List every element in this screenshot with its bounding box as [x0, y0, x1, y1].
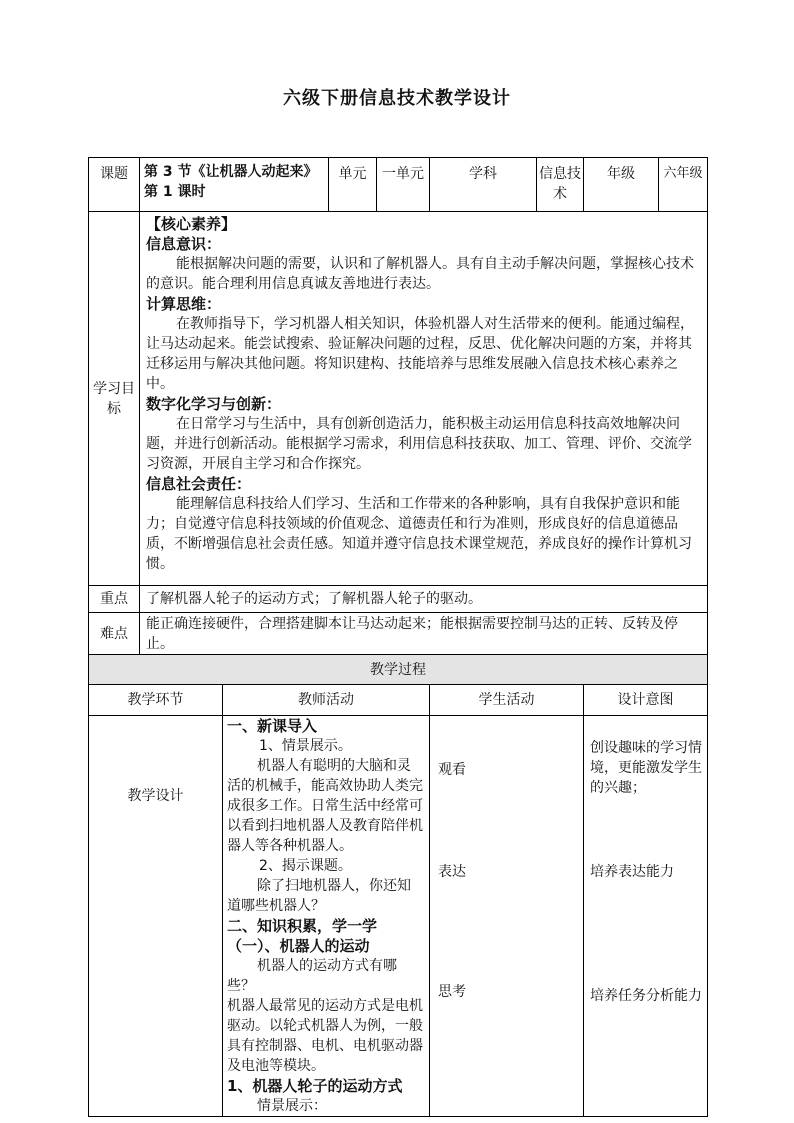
topic-line2: 第 1 课时	[144, 184, 206, 200]
grade-value: 六年级	[659, 158, 708, 212]
intent-1: 创设趣味的学习情境，更能激发学生的兴趣；	[590, 740, 702, 796]
student-express: 表达	[438, 864, 466, 880]
design-intent	[584, 716, 708, 1117]
t-section-2: 二、知识积累，学一学	[227, 917, 378, 935]
t-text-4: 情景展示：	[257, 1098, 327, 1114]
key-points-label: 重点	[89, 586, 140, 613]
t-text-2: 除了扫地机器人，你还知道哪些机器人？	[227, 878, 411, 914]
topic-line1: 第 3 节《让机器人动起来》	[144, 164, 318, 180]
t-text-3: 机器人最常见的运动方式是电机驱动。以轮式机器人为例，一般具有控制器、电机、电机驱动器及电池等模块。	[227, 998, 423, 1074]
difficulties-label: 难点	[89, 613, 140, 655]
goal-4-text: 能理解信息科技给人们学习、生活和工作带来的各种影响，具有自我保护意识和能力；自觉遵守信息科技领域的价值观念、道德责任和行为准则，形成良好的信息道德品质，不断增强信息社会责任感。知道并遵守信息技术课堂规范，养成良好的操作计算机习惯。	[146, 496, 692, 572]
goals-label-text: 学习目标	[93, 380, 135, 417]
student-observe: 观看	[438, 762, 466, 778]
col-student-header: 学生活动	[430, 685, 584, 716]
subject-label: 学科	[430, 158, 537, 212]
t-step-1: 1、情景展示。	[259, 738, 352, 754]
process-body-row	[89, 716, 708, 1117]
teacher-activity	[223, 716, 430, 1117]
goal-2-title: 计算思维：	[146, 295, 222, 313]
document-title: 六级下册信息技术教学设计	[283, 88, 511, 109]
key-points-row	[89, 586, 708, 613]
goal-3-text: 在日常学习与生活中，具有创新创造活力，能积极主动运用信息科技高效地解决问题，并进行创新活动。能根据学习需求，利用信息科技获取、加工、管理、评价、交流学习资源，开展自主学习和合作探究。	[146, 416, 692, 472]
t-subsection-1: （一）、机器人的运动	[227, 937, 370, 955]
process-band-row	[89, 655, 708, 685]
goal-2-text: 在教师指导下，学习机器人相关知识，体验机器人对生活带来的便利。能通过编程，让马达动起来。能尝试搜索、验证解决问题的过程，反思、优化解决问题的方案，并将其迁移运用与解决其他问题。将知识建构、技能培养与思维发展融入信息技术核心素养之中。	[146, 316, 694, 392]
goal-1-text: 能根据解决问题的需要，认识和了解机器人。具有自主动手解决问题，掌握核心技术的意识。能合理利用信息真诚友善地进行表达。	[146, 256, 694, 292]
t-step-2: 2、揭示课题。	[259, 858, 352, 874]
goal-4-title: 信息社会责任：	[146, 475, 252, 493]
process-header-row	[89, 685, 708, 716]
intent-3: 培养任务分析能力	[590, 988, 702, 1004]
grade-label: 年级	[584, 158, 659, 212]
student-activity	[430, 716, 584, 1117]
difficulties-text: 能正确连接硬件，合理搭建脚本让马达动起来；能根据需要控制马达的正转、反转及停止。	[140, 613, 708, 655]
goals-heading: 【核心素养】	[146, 215, 237, 233]
difficulties-row	[89, 613, 708, 655]
col-intent-header: 设计意图	[584, 685, 708, 716]
unit-value: 一单元	[377, 158, 430, 212]
topic-label: 课题	[89, 158, 140, 212]
process-band: 教学过程	[89, 655, 708, 685]
stage-cell: 教学设计	[89, 716, 223, 1117]
intent-2: 培养表达能力	[590, 864, 674, 880]
goal-1-title: 信息意识：	[146, 235, 222, 253]
goals-label	[89, 212, 140, 586]
col-teacher-header: 教师活动	[223, 685, 430, 716]
t-subsection-2: 1、机器人轮子的运动方式	[227, 1077, 403, 1095]
header-row	[89, 158, 708, 212]
t-question-1: 机器人的运动方式有哪些？	[227, 958, 397, 994]
col-stage-header: 教学环节	[89, 685, 223, 716]
subject-value-text: 信息技术	[539, 166, 581, 202]
topic-cell	[140, 158, 329, 212]
t-text-1: 机器人有聪明的大脑和灵活的机械手，能高效协助人类完成很多工作。日常生活中经常可以看到扫地机器人及教育陪伴机器人等各种机器人。	[227, 758, 423, 854]
goal-3-title: 数字化学习与创新：	[146, 395, 282, 413]
goals-content	[140, 212, 708, 586]
goals-row	[89, 212, 708, 586]
lesson-plan-table	[88, 157, 708, 1117]
key-points-text: 了解机器人轮子的运动方式；了解机器人轮子的驱动。	[140, 586, 708, 613]
subject-value	[537, 158, 584, 212]
unit-label: 单元	[329, 158, 377, 212]
t-section-1: 一、新课导入	[227, 717, 318, 735]
student-think: 思考	[438, 984, 466, 1000]
